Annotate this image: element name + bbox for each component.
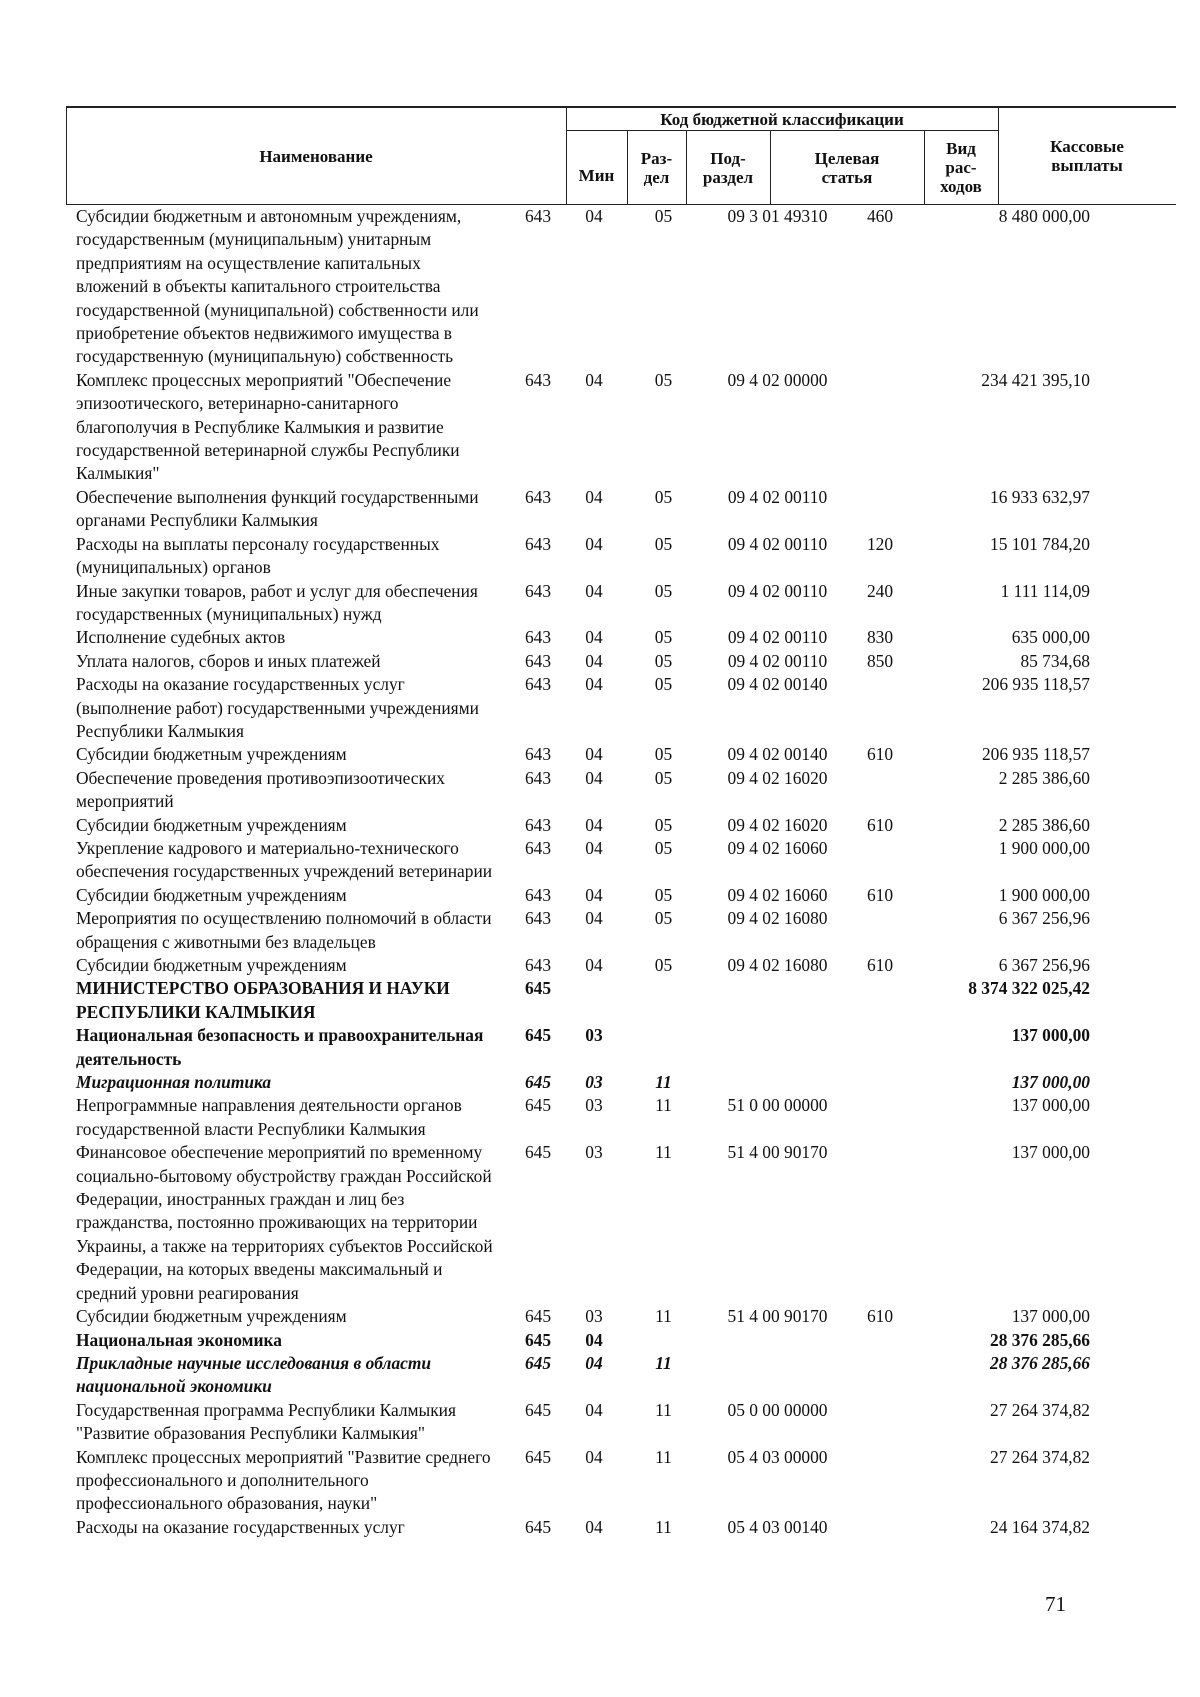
row-name-cell: Субсидии бюджетным учреждениям (76, 744, 347, 765)
row-podrazdel-cell: 11 (655, 1399, 672, 1420)
row-vid-cell (850, 1094, 910, 1141)
row-name-cell: Финансовое обеспечение мероприятий по временному социально-бытовому обустройству граждан Российской Федерации, иностранных граждан и лиц без гражданства, постоянно проживающих на территории Украины, а также на территориях субъектов Российской Федерации, на которых введены максимальный и средний уровни реагирования (76, 1142, 493, 1303)
row-min-cell: 643 (524, 627, 552, 648)
row-podrazdel-cell: 11 (655, 1352, 672, 1373)
row-celevaya-cell: 09 4 02 16060 (727, 884, 828, 905)
row-kassovye-cell: 137 000,00 (1011, 1025, 1090, 1046)
row-kassovye-cell: 2 285 386,60 (998, 767, 1090, 788)
row-kassovye-cell: 8 374 322 025,42 (968, 978, 1090, 999)
row-celevaya-cell: 09 4 02 16080 (727, 908, 828, 929)
header-vid: Вид рас- ходов (940, 139, 982, 196)
row-vid-cell: 610 (866, 1306, 894, 1327)
table-row (0, 1446, 1200, 1516)
table-row (0, 580, 1200, 627)
row-podrazdel-cell: 05 (654, 650, 673, 671)
table-row (0, 743, 1200, 766)
row-podrazdel-cell: 05 (654, 908, 673, 929)
row-vid-cell: 120 (866, 533, 894, 554)
row-razdel-cell: 04 (585, 206, 603, 226)
row-name-cell: Комплекс процессных мероприятий "Развитие среднего профессионального и дополнительного профессионального образования, науки" (76, 1446, 491, 1514)
table-row (0, 486, 1200, 533)
row-razdel-cell: 04 (585, 533, 603, 554)
table-row (0, 884, 1200, 907)
row-celevaya-cell: 51 4 00 90170 (727, 1306, 828, 1327)
row-celevaya-cell (705, 1329, 850, 1352)
row-razdel-cell: 04 (585, 1329, 603, 1350)
header-razdel: Раз- дел (640, 148, 673, 187)
row-kassovye-cell: 137 000,00 (1011, 1095, 1090, 1116)
row-name-cell: Обеспечение выполнения функций государственными органами Республики Калмыкия (76, 486, 479, 531)
table-row (0, 1071, 1200, 1094)
row-vid-cell (850, 907, 910, 954)
row-podrazdel-cell: 05 (654, 955, 673, 975)
row-razdel-cell: 04 (585, 1399, 603, 1420)
row-celevaya-cell: 09 4 02 00000 (727, 369, 828, 390)
row-vid-cell (850, 1024, 910, 1071)
row-podrazdel-cell: 05 (654, 884, 673, 905)
row-podrazdel-cell: 11 (655, 1142, 672, 1163)
row-podrazdel-cell: 05 (654, 533, 673, 554)
table-header (0, 0, 1200, 205)
row-podrazdel-cell: 05 (654, 814, 673, 835)
table-row (0, 673, 1200, 743)
row-kassovye-cell: 2 285 386,60 (998, 814, 1090, 835)
row-razdel-cell: 04 (585, 1446, 603, 1467)
row-name-cell: Прикладные научные исследования в области национальной экономики (76, 1352, 432, 1397)
row-celevaya-cell: 51 4 00 90170 (727, 1142, 828, 1163)
row-razdel-cell: 04 (585, 814, 603, 835)
table-row (0, 1352, 1200, 1399)
row-min-cell: 643 (524, 533, 552, 554)
table-row (0, 1024, 1200, 1071)
row-celevaya-cell: 09 4 02 16020 (727, 767, 828, 788)
row-min-cell: 645 (524, 1306, 552, 1327)
row-name-cell: Непрограммные направления деятельности органов государственной власти Республики Калмыкия (76, 1095, 462, 1139)
row-podrazdel-cell: 11 (655, 1446, 672, 1467)
row-vid-cell (850, 977, 910, 1024)
row-vid-cell (850, 837, 910, 884)
row-kassovye-cell: 16 933 632,97 (990, 486, 1090, 507)
row-min-cell: 645 (524, 978, 552, 999)
row-razdel-cell: 03 (585, 1095, 603, 1116)
row-vid-cell (850, 1071, 910, 1094)
row-kassovye-cell: 6 367 256,96 (998, 955, 1090, 975)
row-min-cell: 643 (524, 767, 552, 788)
row-vid-cell: 240 (866, 580, 894, 601)
row-vid-cell (850, 1329, 910, 1352)
row-razdel-cell: 04 (585, 837, 603, 858)
row-kassovye-cell: 85 734,68 (1020, 650, 1090, 671)
row-razdel-cell: 04 (585, 486, 603, 507)
row-vid-cell (850, 1446, 910, 1516)
row-podrazdel-cell (622, 1024, 705, 1071)
row-celevaya-cell (705, 1024, 850, 1071)
row-min-cell: 643 (524, 908, 552, 929)
table-body (0, 205, 1200, 1539)
row-kassovye-cell: 206 935 118,57 (981, 744, 1090, 765)
row-min-cell: 645 (524, 1095, 552, 1116)
table-row (0, 814, 1200, 837)
row-podrazdel-cell: 05 (654, 369, 673, 390)
row-celevaya-cell: 09 4 02 16060 (727, 837, 828, 858)
row-celevaya-cell: 51 0 00 00000 (727, 1095, 828, 1116)
row-name-cell: Мероприятия по осуществлению полномочий в области обращения с животными без владельцев (76, 908, 492, 952)
row-podrazdel-cell: 05 (654, 627, 673, 648)
table-row (0, 907, 1200, 954)
row-celevaya-cell: 09 4 02 00140 (727, 744, 828, 765)
row-podrazdel-cell: 11 (655, 1306, 672, 1327)
row-celevaya-cell: 05 4 03 00140 (727, 1516, 828, 1537)
row-name-cell: Субсидии бюджетным учреждениям (76, 814, 347, 835)
row-min-cell: 643 (524, 650, 552, 671)
row-min-cell: 645 (524, 1516, 552, 1537)
table-row (0, 1094, 1200, 1141)
row-podrazdel-cell (622, 977, 705, 1024)
row-name-cell: Исполнение судебных актов (76, 627, 286, 648)
table-row (0, 205, 1200, 369)
row-min-cell: 645 (524, 1446, 552, 1467)
row-name-cell: Субсидии бюджетным и автономным учреждениям, государственным (муниципальным) унитарным предприятиям на осуществление капитальных вложений в объекты капитального строительства государственной (муниципальной) собственности или приобретение объектов недвижимого имущества в государственную (муниципальную) собственность (76, 206, 479, 367)
row-razdel-cell: 04 (585, 744, 603, 765)
table-row (0, 650, 1200, 673)
row-name-cell: Субсидии бюджетным учреждениям (76, 1306, 347, 1327)
row-name-cell: Укрепление кадрового и материально-технического обеспечения государственных учреждений ветеринарии (76, 837, 493, 882)
header-celevaya: Целевая статья (814, 148, 880, 187)
row-razdel-cell: 04 (585, 369, 603, 390)
row-razdel-cell: 04 (585, 1516, 603, 1537)
row-vid-cell (850, 1352, 910, 1399)
row-min-cell: 643 (524, 206, 552, 226)
table-row (0, 767, 1200, 814)
row-name-cell: Расходы на оказание государственных услуг (76, 1516, 405, 1537)
row-name-cell: Уплата налогов, сборов и иных платежей (76, 650, 381, 671)
row-celevaya-cell: 09 4 02 00110 (727, 486, 828, 507)
row-celevaya-cell: 05 0 00 00000 (727, 1399, 828, 1420)
table-row (0, 1305, 1200, 1328)
row-vid-cell (850, 1516, 910, 1539)
table-row (0, 533, 1200, 580)
row-razdel-cell (566, 977, 622, 1024)
row-celevaya-cell: 09 4 02 00110 (727, 650, 828, 671)
row-min-cell: 645 (524, 1399, 552, 1420)
row-kassovye-cell: 137 000,00 (1011, 1072, 1090, 1093)
header-min: Мин (578, 166, 615, 185)
row-vid-cell: 850 (866, 650, 894, 671)
row-min-cell: 645 (524, 1142, 552, 1163)
row-kassovye-cell: 24 164 374,82 (990, 1516, 1090, 1537)
row-kassovye-cell: 1 900 000,00 (998, 837, 1090, 858)
row-name-cell: МИНИСТЕРСТВО ОБРАЗОВАНИЯ И НАУКИ РЕСПУБЛИКИ КАЛМЫКИЯ (76, 978, 450, 1022)
row-celevaya-cell: 09 4 02 00110 (727, 580, 828, 601)
row-celevaya-cell: 09 4 02 16020 (727, 814, 828, 835)
row-vid-cell: 610 (866, 884, 894, 905)
table-row (0, 1399, 1200, 1446)
row-min-cell: 645 (524, 1025, 552, 1046)
table-row (0, 837, 1200, 884)
row-name-cell: Субсидии бюджетным учреждениям (76, 955, 347, 975)
row-kassovye-cell: 8 480 000,00 (998, 206, 1090, 226)
row-kassovye-cell: 28 376 285,66 (990, 1329, 1090, 1350)
header-podrazdel: Под- раздел (702, 148, 754, 187)
row-razdel-cell: 04 (585, 908, 603, 929)
row-kassovye-cell: 206 935 118,57 (981, 674, 1090, 695)
row-vid-cell (850, 369, 910, 486)
row-razdel-cell: 03 (585, 1306, 603, 1327)
table-row (0, 1329, 1200, 1352)
row-kassovye-cell: 28 376 285,66 (990, 1352, 1090, 1373)
row-razdel-cell: 04 (585, 627, 603, 648)
row-razdel-cell: 04 (585, 650, 603, 671)
table-row (0, 977, 1200, 1024)
row-kassovye-cell: 27 264 374,82 (990, 1446, 1090, 1467)
row-min-cell: 643 (524, 884, 552, 905)
row-min-cell: 643 (524, 486, 552, 507)
row-kassovye-cell: 27 264 374,82 (990, 1399, 1090, 1420)
row-kassovye-cell: 137 000,00 (1011, 1142, 1090, 1163)
row-podrazdel-cell: 05 (654, 486, 673, 507)
page-number: 71 (1045, 1592, 1066, 1616)
row-vid-cell: 610 (866, 814, 894, 835)
header-code-group: Код бюджетной классификации (660, 109, 904, 129)
table-row (0, 954, 1200, 977)
row-podrazdel-cell: 11 (655, 1516, 672, 1537)
table-row (0, 626, 1200, 649)
row-podrazdel-cell: 05 (654, 674, 673, 695)
row-podrazdel-cell: 05 (654, 744, 673, 765)
row-kassovye-cell: 635 000,00 (1011, 627, 1090, 648)
row-razdel-cell: 04 (585, 1352, 603, 1373)
row-podrazdel-cell (622, 1329, 705, 1352)
row-kassovye-cell: 15 101 784,20 (990, 533, 1090, 554)
row-razdel-cell: 04 (585, 767, 603, 788)
row-min-cell: 643 (524, 580, 552, 601)
row-vid-cell (850, 1399, 910, 1446)
row-name-cell: Обеспечение проведения противоэпизоотических мероприятий (76, 767, 445, 812)
row-name-cell: Миграционная политика (76, 1072, 272, 1093)
row-celevaya-cell: 09 4 02 00140 (727, 674, 828, 695)
row-podrazdel-cell: 05 (654, 767, 673, 788)
row-podrazdel-cell: 05 (654, 837, 673, 858)
row-name-cell: Национальная безопасность и правоохранительная деятельность (76, 1025, 484, 1069)
row-celevaya-cell (705, 1352, 850, 1399)
row-min-cell: 643 (524, 744, 552, 765)
row-razdel-cell: 03 (585, 1025, 603, 1046)
row-vid-cell: 460 (866, 206, 894, 226)
row-min-cell: 645 (524, 1072, 552, 1093)
row-vid-cell (850, 1141, 910, 1305)
table-row (0, 369, 1200, 486)
row-name-cell: Субсидии бюджетным учреждениям (76, 884, 347, 905)
row-celevaya-cell: 09 4 02 00110 (727, 627, 828, 648)
row-razdel-cell: 04 (585, 884, 603, 905)
row-kassovye-cell: 1 900 000,00 (998, 884, 1090, 905)
row-kassovye-cell: 6 367 256,96 (998, 908, 1090, 929)
row-podrazdel-cell: 05 (654, 206, 673, 226)
row-min-cell: 643 (524, 837, 552, 858)
row-razdel-cell: 04 (585, 674, 603, 695)
row-min-cell: 643 (524, 814, 552, 835)
row-vid-cell: 610 (866, 744, 894, 765)
row-razdel-cell: 04 (585, 955, 603, 975)
row-celevaya-cell: 05 4 03 00000 (727, 1446, 828, 1467)
row-name-cell: Иные закупки товаров, работ и услуг для обеспечения государственных (муниципальных) нужд (76, 580, 478, 624)
row-min-cell: 645 (524, 1329, 552, 1350)
row-podrazdel-cell: 11 (655, 1095, 672, 1116)
header-kassovye: Кассовые выплаты (1050, 137, 1124, 175)
row-celevaya-cell: 09 4 02 16080 (727, 955, 828, 975)
row-name-cell: Государственная программа Республики Калмыкия "Развитие образования Республики Калмыкия" (76, 1399, 456, 1444)
row-podrazdel-cell: 11 (655, 1072, 672, 1093)
row-min-cell: 643 (524, 674, 552, 695)
row-razdel-cell: 03 (585, 1072, 603, 1093)
row-vid-cell: 610 (866, 955, 894, 975)
header-name: Наименование (259, 146, 373, 166)
row-razdel-cell: 03 (585, 1142, 603, 1163)
row-vid-cell (850, 767, 910, 814)
row-celevaya-cell: 09 3 01 49310 (727, 206, 828, 226)
row-name-cell: Расходы на оказание государственных услуг (выполнение работ) государственными учреждениями Республики Калмыкия (76, 674, 479, 741)
table-row (0, 1516, 1200, 1539)
row-name-cell: Расходы на выплаты персоналу государственных (муниципальных) органов (76, 533, 440, 578)
row-min-cell: 643 (524, 369, 552, 390)
row-celevaya-cell (705, 1071, 850, 1094)
row-celevaya-cell (705, 977, 850, 1024)
row-vid-cell (850, 673, 910, 743)
row-kassovye-cell: 137 000,00 (1011, 1306, 1090, 1327)
row-razdel-cell: 04 (585, 580, 603, 601)
row-celevaya-cell: 09 4 02 00110 (727, 533, 828, 554)
row-kassovye-cell: 234 421 395,10 (981, 369, 1090, 390)
row-min-cell: 643 (524, 955, 552, 975)
row-vid-cell: 830 (866, 627, 894, 648)
table-row (0, 1141, 1200, 1305)
row-vid-cell (850, 486, 910, 533)
row-kassovye-cell: 1 111 114,09 (1000, 580, 1090, 601)
row-name-cell: Национальная экономика (76, 1329, 282, 1350)
row-podrazdel-cell: 05 (654, 580, 673, 601)
row-name-cell: Комплекс процессных мероприятий "Обеспечение эпизоотического, ветеринарно-санитарного благополучия в Республике Калмыкия и развитие государственной ветеринарной службы Республики Калмыкия" (76, 369, 460, 484)
row-min-cell: 645 (524, 1352, 552, 1373)
